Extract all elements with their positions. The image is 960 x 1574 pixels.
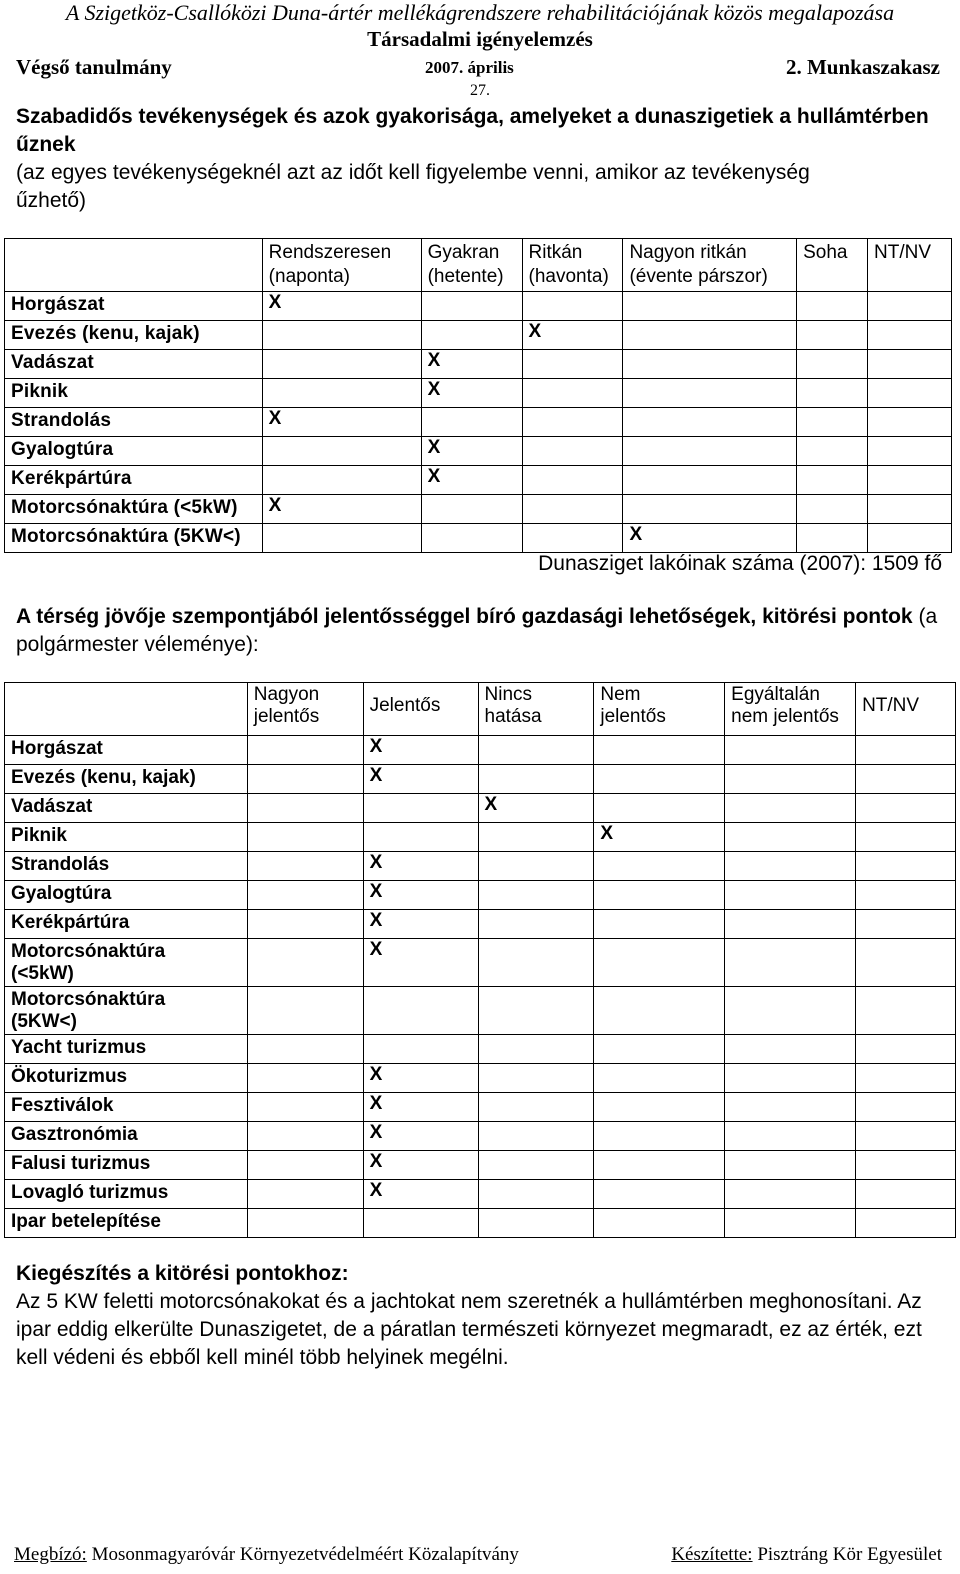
column-header (478, 683, 594, 736)
table-row (5, 823, 956, 852)
table-cell (478, 910, 594, 939)
row-label-text: Evezés (kenu, kajak) (11, 323, 200, 344)
table-cell (868, 408, 952, 437)
table-cell: X (363, 1151, 478, 1180)
table-row (5, 910, 956, 939)
footer-author-label: Készítette: (671, 1544, 753, 1565)
column-header (247, 683, 363, 736)
column-header (262, 239, 421, 292)
table-row (5, 1093, 956, 1122)
table-cell: X (262, 495, 421, 524)
table-cell (363, 823, 478, 852)
table-cell: X (363, 1122, 478, 1151)
table-cell: X (262, 408, 421, 437)
table-cell: X (421, 350, 522, 379)
table-cell (594, 1064, 725, 1093)
table-cell (421, 408, 522, 437)
table-cell (856, 1209, 956, 1238)
table-cell (247, 1151, 363, 1180)
table-cell (247, 765, 363, 794)
column-header (522, 239, 623, 292)
section1-heading: Szabadidős tevékenységek és azok gyakorisága, amelyeket a dunaszigetiek a hullámtérben űznek (16, 105, 929, 156)
table-cell (522, 524, 623, 553)
table-row (5, 1122, 956, 1151)
table-cell (856, 765, 956, 794)
row-label (5, 1151, 248, 1180)
row-label-text-line2: (5KW<) (11, 1011, 77, 1032)
table-cell (594, 1093, 725, 1122)
row-label-text: Kerékpártúra (11, 468, 132, 489)
column-header-line1: Nem (600, 684, 641, 705)
table-cell (797, 321, 868, 350)
table-cell (594, 765, 725, 794)
footer-client (14, 1544, 519, 1566)
table-cell (856, 1035, 956, 1064)
table-cell (868, 350, 952, 379)
table-cell (725, 1093, 856, 1122)
row-label (5, 987, 248, 1035)
table-cell (594, 1209, 725, 1238)
row-label (5, 379, 263, 408)
row-label (5, 1064, 248, 1093)
table-cell (421, 321, 522, 350)
table-cell (797, 437, 868, 466)
table-cell (725, 910, 856, 939)
footer-author (671, 1544, 942, 1566)
table-cell (797, 379, 868, 408)
row-label-text: Motorcsónaktúra (11, 941, 166, 962)
column-header-line1: Egyáltalán (731, 684, 820, 705)
row-label (5, 321, 263, 350)
table-cell (363, 987, 478, 1035)
table-row (5, 350, 952, 379)
section2-heading (16, 603, 946, 659)
table-cell (522, 466, 623, 495)
table-cell (856, 939, 956, 987)
table-cell (725, 765, 856, 794)
column-header-line1: Rendszeresen (268, 242, 392, 263)
table-cell (594, 881, 725, 910)
row-label-text: Gasztronómia (11, 1124, 138, 1145)
table-cell (868, 379, 952, 408)
supplement-text: Az 5 KW feletti motorcsónakokat és a jachtokat nem szeretnék a hullámtérben meghonosítani. Az ipar eddig elkerülte Dunaszigetet, de a páratlan természeti környezet megmaradt, ez az érték, ezt kell védeni és ebből kell minél több helyinek megélni. (16, 1290, 922, 1369)
table-cell (478, 1035, 594, 1064)
column-header (797, 239, 868, 292)
column-header-line1: Ritkán (528, 242, 583, 263)
table-cell (478, 1151, 594, 1180)
column-header-line1: Gyakran (427, 242, 500, 263)
table-cell: X (522, 321, 623, 350)
column-header (594, 683, 725, 736)
table-cell (594, 1035, 725, 1064)
row-label (5, 852, 248, 881)
table-cell (725, 794, 856, 823)
table-row (5, 765, 956, 794)
table-cell (594, 794, 725, 823)
table-row (5, 1209, 956, 1238)
row-label-text: Piknik (11, 825, 67, 846)
table-cell (868, 292, 952, 321)
row-label (5, 736, 248, 765)
table-cell (594, 736, 725, 765)
row-label (5, 292, 263, 321)
row-label-text: Evezés (kenu, kajak) (11, 767, 196, 788)
table-cell (725, 987, 856, 1035)
table-cell: X (363, 765, 478, 794)
table-row (5, 1151, 956, 1180)
table-cell (594, 1151, 725, 1180)
table-cell (868, 466, 952, 495)
row-label-text: Horgászat (11, 738, 103, 759)
table-cell (725, 1180, 856, 1209)
section2-heading-bold: A térség jövője szempontjából jelentősséggel bíró gazdasági lehetőségek, kitörési pontok (16, 605, 913, 628)
table-cell (247, 1035, 363, 1064)
column-header-line2: nem jelentős (731, 706, 839, 727)
table-cell (522, 495, 623, 524)
table-cell (247, 794, 363, 823)
table-cell: X (363, 1180, 478, 1209)
table-cell (868, 495, 952, 524)
table-row (5, 379, 952, 408)
table-cell (623, 408, 797, 437)
row-label (5, 910, 248, 939)
table-cell (856, 1064, 956, 1093)
table-cell (725, 939, 856, 987)
table-cell (522, 379, 623, 408)
row-label-text: Lovagló turizmus (11, 1182, 169, 1203)
table-row (5, 987, 956, 1035)
column-header-line1: Nagyon (253, 684, 320, 705)
column-header-line1: NT/NV (874, 242, 932, 263)
table-cell (725, 852, 856, 881)
table-cell (856, 987, 956, 1035)
table-cell: X (363, 881, 478, 910)
section2-heading-normal: (a polgármester véleménye): (16, 605, 938, 656)
table-cell (478, 736, 594, 765)
column-header (363, 683, 478, 736)
table-cell (725, 823, 856, 852)
column-header-line1: NT/NV (862, 695, 920, 716)
header-left: Végső tanulmány (16, 55, 172, 79)
table-cell: X (363, 736, 478, 765)
row-label (5, 1035, 248, 1064)
row-label-text: Gyalogtúra (11, 883, 112, 904)
column-header-line1: Nagyon ritkán (629, 242, 747, 263)
column-header-line2: hatása (484, 706, 542, 727)
table-cell: X (623, 524, 797, 553)
row-label (5, 794, 248, 823)
document-subtitle: Társadalmi igényelemzés (367, 27, 593, 51)
table-cell (725, 1035, 856, 1064)
table-cell (247, 910, 363, 939)
row-label-text: Yacht turizmus (11, 1037, 147, 1058)
row-label (5, 437, 263, 466)
row-label (5, 495, 263, 524)
row-label-text: Motorcsónaktúra (5KW<) (11, 526, 241, 547)
table-cell (856, 881, 956, 910)
table-cell (247, 987, 363, 1035)
document-title: A Szigetköz-Csallóközi Duna-ártér mellékágrendszere rehabilitációjának közös megalapozása (65, 0, 895, 25)
table-cell (478, 1180, 594, 1209)
row-label-text: Kerékpártúra (11, 912, 130, 933)
table-cell (522, 437, 623, 466)
table-cell (594, 1180, 725, 1209)
row-label-text: Vadászat (11, 352, 94, 373)
page-number: 27. (470, 82, 490, 99)
table-row (5, 321, 952, 350)
table-header-row (5, 683, 956, 736)
table-cell (797, 466, 868, 495)
section1-subheading: (az egyes tevékenységeknél azt az időt kell figyelembe venni, amikor az tevékenység űzhető) (16, 161, 810, 212)
row-label (5, 466, 263, 495)
table-cell (478, 1122, 594, 1151)
column-header (623, 239, 797, 292)
table-row (5, 736, 956, 765)
table-cell: X (594, 823, 725, 852)
row-label (5, 350, 263, 379)
column-header-line2: (hetente) (427, 266, 504, 287)
table-cell (623, 292, 797, 321)
table-cell (522, 350, 623, 379)
row-label-text: Gyalogtúra (11, 439, 114, 460)
table-cell (725, 1151, 856, 1180)
column-header-line2: (naponta) (268, 266, 351, 287)
table-cell: X (421, 437, 522, 466)
table-cell (856, 1093, 956, 1122)
row-label (5, 823, 248, 852)
header-date: 2007. április (425, 58, 514, 77)
table-cell (594, 852, 725, 881)
row-label (5, 408, 263, 437)
table-cell (247, 1064, 363, 1093)
population-note: Dunasziget lakóinak száma (2007): 1509 fő (538, 552, 942, 575)
table-cell (522, 292, 623, 321)
table-cell (247, 1180, 363, 1209)
table-cell (856, 1151, 956, 1180)
row-label-text: Motorcsónaktúra (11, 989, 166, 1010)
table-cell: X (363, 1093, 478, 1122)
table-cell (856, 1180, 956, 1209)
row-label-text: Piknik (11, 381, 69, 402)
table-cell (725, 1122, 856, 1151)
table-cell (725, 1209, 856, 1238)
table-cell (247, 736, 363, 765)
column-header-line2: (havonta) (528, 266, 609, 287)
column-header (856, 683, 956, 736)
table-cell (623, 437, 797, 466)
table-cell (247, 881, 363, 910)
column-header-line2: jelentős (600, 706, 666, 727)
table-cell (363, 1209, 478, 1238)
table-cell (363, 1035, 478, 1064)
table-row (5, 466, 952, 495)
table-row (5, 794, 956, 823)
table-cell (623, 321, 797, 350)
footer-client-value: Mosonmagyaróvár Környezetvédelméért Közalapítvány (91, 1544, 519, 1565)
row-label (5, 1209, 248, 1238)
table-cell (478, 881, 594, 910)
table-cell (262, 321, 421, 350)
supplement-heading: Kiegészítés a kitörési pontokhoz: (16, 1262, 349, 1285)
activity-frequency-table (4, 238, 952, 553)
table-cell (247, 1093, 363, 1122)
table-cell: X (421, 379, 522, 408)
table-row (5, 437, 952, 466)
table-cell (856, 736, 956, 765)
row-label-text: Ökoturizmus (11, 1066, 128, 1087)
row-label (5, 765, 248, 794)
table-row (5, 852, 956, 881)
table-cell (262, 379, 421, 408)
row-label-text: Strandolás (11, 410, 112, 431)
column-header (421, 239, 522, 292)
table-row (5, 524, 952, 553)
row-label-text: Strandolás (11, 854, 110, 875)
table-cell (856, 1122, 956, 1151)
table-cell (868, 437, 952, 466)
footer-author-value: Pisztráng Kör Egyesület (757, 1544, 942, 1565)
table-cell (363, 794, 478, 823)
row-label-text: Horgászat (11, 294, 105, 315)
column-header-line2: jelentős (253, 706, 320, 727)
table-cell (594, 1122, 725, 1151)
row-label (5, 1180, 248, 1209)
row-label (5, 881, 248, 910)
header-corner (5, 683, 248, 736)
row-label-text: Vadászat (11, 796, 93, 817)
row-label (5, 939, 248, 987)
column-header-line2: (évente párszor) (629, 266, 768, 287)
table-cell (856, 823, 956, 852)
header-corner (5, 239, 263, 292)
table-row (5, 1064, 956, 1093)
table-cell (522, 408, 623, 437)
table-row (5, 1180, 956, 1209)
table-cell (421, 292, 522, 321)
footer-client-label: Megbízó: (14, 1544, 87, 1565)
table-cell (247, 852, 363, 881)
table-cell: X (363, 852, 478, 881)
table-cell (247, 1122, 363, 1151)
row-label-text-line2: (<5kW) (11, 963, 74, 984)
table-cell (623, 466, 797, 495)
table-cell (478, 939, 594, 987)
table-cell (262, 466, 421, 495)
table-row (5, 292, 952, 321)
column-header (725, 683, 856, 736)
table-cell: X (421, 466, 522, 495)
table-cell (797, 292, 868, 321)
table-cell (725, 736, 856, 765)
table-cell (421, 524, 522, 553)
table-cell: X (262, 292, 421, 321)
table-cell (478, 1093, 594, 1122)
table-cell (262, 524, 421, 553)
row-label-text: Fesztiválok (11, 1095, 114, 1116)
table-cell (478, 765, 594, 794)
table-cell (478, 1064, 594, 1093)
table-cell (247, 823, 363, 852)
table-cell (594, 910, 725, 939)
table-cell: X (363, 939, 478, 987)
table-cell (247, 939, 363, 987)
column-header (868, 239, 952, 292)
table-cell (868, 321, 952, 350)
table-cell: X (478, 794, 594, 823)
table-cell (797, 350, 868, 379)
table-cell (725, 881, 856, 910)
table-cell: X (363, 1064, 478, 1093)
table-cell (623, 379, 797, 408)
table-cell (725, 1064, 856, 1093)
column-header-line1: Nincs (484, 684, 533, 705)
table-header-row (5, 239, 952, 292)
table-cell (247, 1209, 363, 1238)
table-cell (421, 495, 522, 524)
column-header-line1: Soha (803, 242, 848, 263)
table-cell (856, 852, 956, 881)
table-cell (797, 524, 868, 553)
table-cell: X (363, 910, 478, 939)
row-label-text: Falusi turizmus (11, 1153, 151, 1174)
table-row (5, 881, 956, 910)
table-cell (262, 350, 421, 379)
table-row (5, 408, 952, 437)
table-row (5, 495, 952, 524)
table-cell (478, 823, 594, 852)
row-label-text: Ipar betelepítése (11, 1211, 161, 1232)
table-cell (856, 794, 956, 823)
row-label (5, 1122, 248, 1151)
row-label (5, 1093, 248, 1122)
table-cell (478, 1209, 594, 1238)
table-row (5, 939, 956, 987)
table-cell (856, 910, 956, 939)
row-label (5, 524, 263, 553)
table-cell (478, 987, 594, 1035)
economic-opportunities-table (4, 682, 956, 1238)
table-cell (262, 437, 421, 466)
table-row (5, 1035, 956, 1064)
header-right: 2. Munkaszakasz (785, 55, 940, 79)
table-cell (623, 350, 797, 379)
table-cell (623, 495, 797, 524)
table-cell (868, 524, 952, 553)
table-cell (797, 495, 868, 524)
column-header-line1: Jelentős (369, 695, 441, 716)
table-cell (478, 852, 594, 881)
row-label-text: Motorcsónaktúra (<5kW) (11, 497, 238, 518)
table-cell (594, 987, 725, 1035)
table-cell (594, 939, 725, 987)
table-cell (797, 408, 868, 437)
